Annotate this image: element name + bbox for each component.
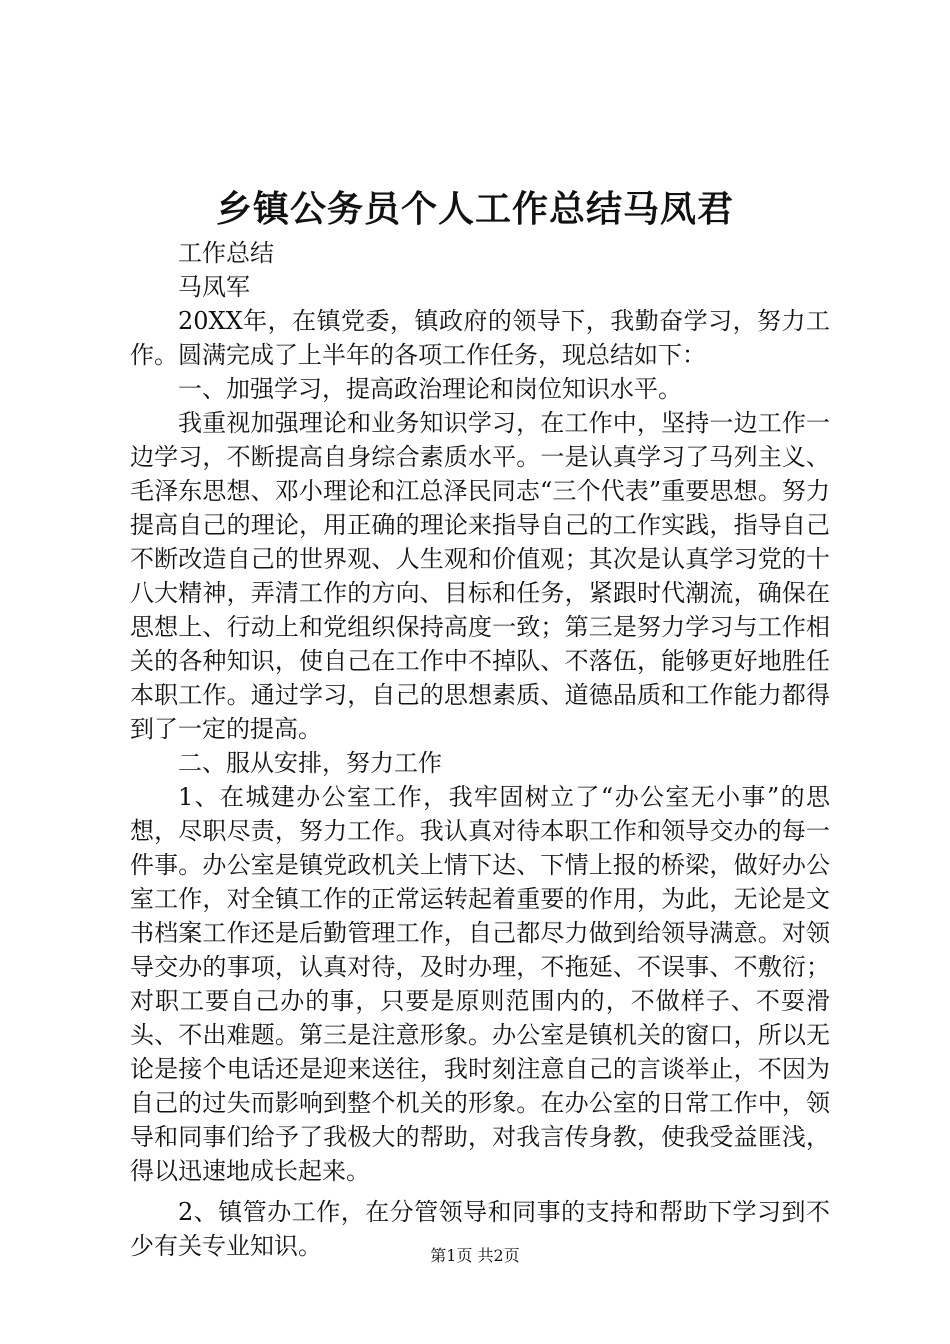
- paragraph-author: 马凤军: [178, 273, 250, 301]
- paragraph-intro: 20XX年，在镇党委，镇政府的领导下，我勤奋学习，努力工作。圆满完成了上半年的各项工作任务，现总结如下：: [130, 307, 830, 369]
- document-body: [130, 236, 830, 1263]
- paragraph-office-work: 1、在城建办公室工作，我牢固树立了“办公室无小事”的思想，尽职尽责，努力工作。我认真对待本职工作和领导交办的每一件事。办公室是镇党政机关上情下达、下情上报的桥梁，做好办公室工作，对全镇工作的正常运转起着重要的作用，为此，无论是文书档案工作还是后勤管理工作，自己都尽力做到给领导满意。对领导交办的事项，认真对待，及时办理，不拖延、不误事、不敷衍；对职工要自己办的事，只要是原则范围内的，不做样子、不耍滑头、不出难题。第三是注意形象。办公室是镇机关的窗口，所以无论是接个电话还是迎来送往，我时刻注意自己的言谈举止，不因为自己的过失而影响到整个机关的形象。在办公室的日常工作中，领导和同事们给予了我极大的帮助，对我言传身教，使我受益匪浅，得以迅速地成长起来。: [130, 783, 830, 1185]
- paragraph-subtitle: 工作总结: [178, 239, 274, 267]
- section-heading-2: 二、服从安排，努力工作: [178, 749, 442, 777]
- page-number-footer: 第1页 共2页: [430, 1246, 520, 1265]
- paragraph-study: 我重视加强理论和业务知识学习，在工作中，坚持一边工作一边学习，不断提高自身综合素质水平。一是认真学习了马列主义、毛泽东思想、邓小理论和江总泽民同志“三个代表”重要思想。努力提高自己的理论，用正确的理论来指导自己的工作实践，指导自己不断改造自己的世界观、人生观和价值观；其次是认真学习党的十八大精神，弄清工作的方向、目标和任务，紧跟时代潮流，确保在思想上、行动上和党组织保持高度一致；第三是努力学习与工作相关的各种知识，使自己在工作中不掉队、不落伍，能够更好地胜任本职工作。通过学习，自己的思想素质、道德品质和工作能力都得到了一定的提高。: [130, 409, 830, 743]
- page-title: 乡镇公务员个人工作总结马凤君: [215, 188, 734, 230]
- paragraph-town-management: 2、镇管办工作，在分管领导和同事的支持和帮助下学习到不少有关专业知识。: [130, 1198, 830, 1260]
- section-heading-1: 一、加强学习，提高政治理论和岗位知识水平。: [178, 375, 682, 403]
